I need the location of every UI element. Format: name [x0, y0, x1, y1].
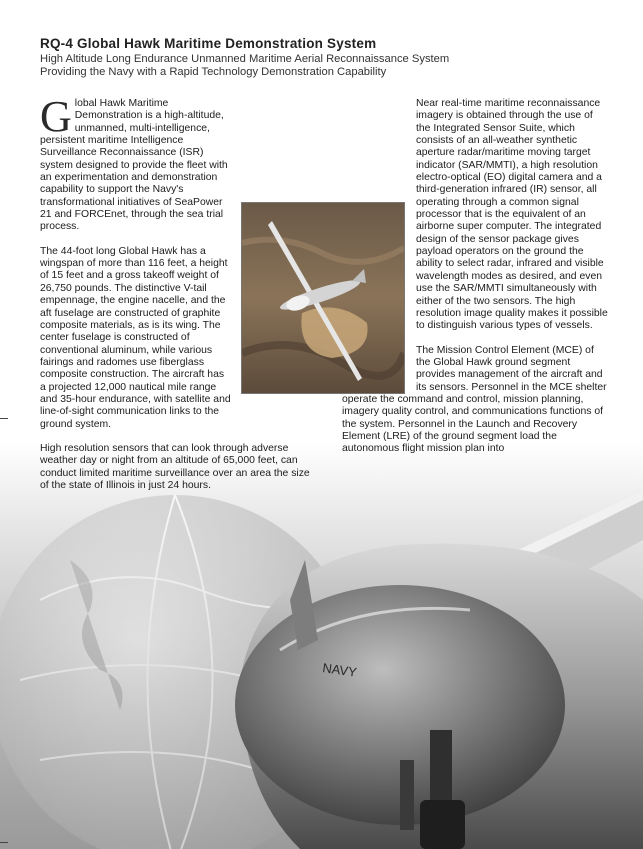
drop-cap: G: [40, 92, 72, 141]
sensors-paragraph: High resolution sensors that can look through adverse weather day or night from an altitude of 65,000 feet, can conduct limited maritime surveillance over an area the size of the state of Illinois in just 24 hours.: [40, 442, 310, 491]
navy-marking-text: NAVY: [321, 660, 358, 680]
subtitle-line-1: High Altitude Long Endurance Unmanned Maritime Aerial Reconnaissance System: [40, 53, 450, 65]
page-header: [40, 36, 620, 79]
specs-paragraph: The 44-foot long Global Hawk has a wingspan of more than 116 feet, a height of 15 feet and a gross takeoff weight of 26,750 pounds. The distinctive V-tail empennage, the engine nacelle, and the aft fuselage are constructed of graphite composite materials, as is its wing. The center fuselage is constructed of conventional aluminum, while various fairings and radomes use fiberglass composite construction. The aircraft has a projected 12,000 nautical mile range and 35-hour endurance, with satellite and line-of-sight communication links to the ground system.: [40, 245, 231, 430]
page-title: RQ-4 Global Hawk Maritime Demonstration System: [40, 36, 377, 51]
aircraft-in-flight-photo: [242, 203, 404, 393]
mission-control-paragraph: The Mission Control Element (MCE) of the Global Hawk ground segment provides management of the aircraft and its sensors. Personnel in the MCE shelter operate the command and control, mission planning, imagery quality control, and communications functions of the system. Personnel in the Launch and Recovery Element (LRE) of the ground segment load the autonomous flight mission plan into: [342, 344, 607, 455]
imagery-paragraph: Near real-time maritime reconnaissance imagery is obtained through the use of the Integrated Sensor Suite, which consists of an all-weather synthetic aperture radar/maritime moving target indicator (SAR/MMTI), a high resolution electro-optical (EO) digital camera and a third-generation infrared (IR) sensor, all operating through a common signal processor that is the equivalent of an airborne super computer. The integrated design of the sensor package gives payload operators on the ground the ability to select radar, infrared and visible wavelength modes as desired, and even use the SAR/MMTI simultaneously with either of the two sensors. The high resolution image quality makes it possible to distinguish various types of vessels.: [416, 98, 608, 332]
crop-mark: [0, 842, 8, 843]
large-aircraft-fuselage: [235, 544, 643, 849]
intro-text: lobal Hawk Maritime Demonstration is a high-altitude, unmanned, multi-intelligence, persistent maritime Intelligence Surveillance Reconnaissance (ISR) system designed to provide the fleet with an experimentation and demonstration capability to support the Navy's transformational initiatives of SeaPower 21 and FORCEnet, through the sea trial process.: [40, 98, 228, 233]
crop-mark: [0, 418, 8, 419]
subtitle-line-2: Providing the Navy with a Rapid Technology Demonstration Capability: [40, 66, 387, 78]
